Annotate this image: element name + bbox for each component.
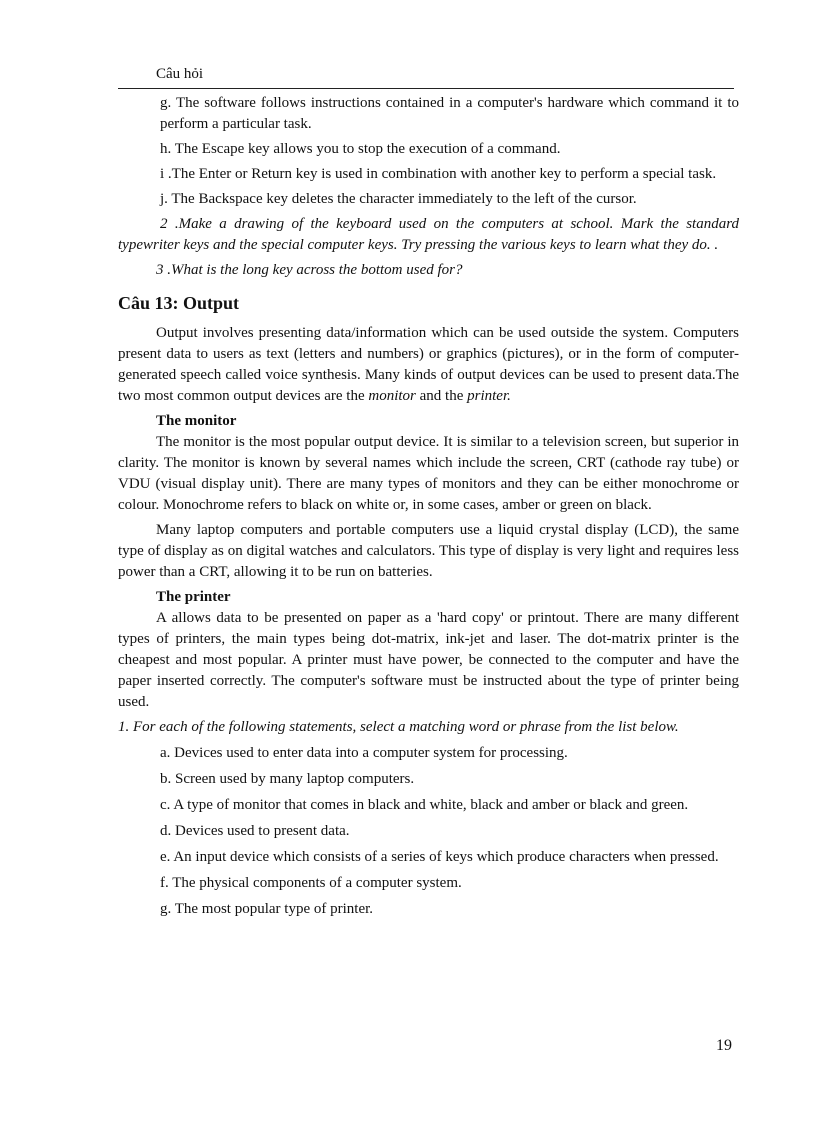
printer-heading: The printer	[156, 589, 231, 605]
monitor-paragraph-2: Many laptop computers and portable computers use a liquid crystal display (LCD), the same type of display as on digital watches and calculators. This type of display is very light and requires less power than a CRT, allowing it to be run on batteries.	[118, 522, 739, 580]
exercise-item: d. Devices used to present data.	[160, 823, 350, 839]
page-content	[118, 93, 739, 920]
exercise-item: c. A type of monitor that comes in black and white, black and amber or black and green.	[160, 797, 689, 813]
task-3: 3 .What is the long key across the bottom used for?	[156, 262, 463, 278]
monitor-heading: The monitor	[156, 413, 237, 429]
exercise-item: g. The most popular type of printer.	[160, 901, 374, 917]
page-header	[118, 66, 734, 89]
list-item: g. The software follows instructions contained in a computer's hardware which command it to perform a particular task.	[160, 95, 739, 132]
intro-text: Output involves presenting data/information which can be used outside the system. Computers present data to users as text (letters and numbers) or graphics (pictures), or in the form of computer-generated speech called voice synthesis. Many kinds of output devices can be used to present data.The two most common output devices are the	[118, 325, 739, 404]
exercise-item: b. Screen used by many laptop computers.	[160, 771, 415, 787]
intro-printer-term: printer.	[467, 388, 511, 404]
list-item: j. The Backspace key deletes the character immediately to the left of the cursor.	[160, 191, 637, 207]
exercise-item: e. An input device which consists of a series of keys which produce characters when pressed.	[160, 849, 719, 865]
intro-monitor-term: monitor	[368, 388, 416, 404]
output-intro	[118, 323, 739, 407]
exercise-item: f. The physical components of a computer system.	[160, 875, 462, 891]
printer-paragraph: A allows data to be presented on paper as a 'hard copy' or printout. There are many different types of printers, the main types being dot-matrix, ink-jet and laser. The dot-matrix printer is the cheapest and most popular. A printer must have power, be connected to the computer and have the paper inserted correctly. The computer's software must be instructed about the type of printer being used.	[118, 610, 739, 710]
exercise-item: a. Devices used to enter data into a computer system for processing.	[160, 745, 568, 761]
monitor-paragraph-1: The monitor is the most popular output device. It is similar to a television screen, but superior in clarity. The monitor is known by several names which include the screen, CRT (cathode ray tube) or VDU (visual display unit). There are many types of monitors and they can be either monochrome or colour. Monochrome refers to black on white or, in some cases, amber or green on black.	[118, 434, 739, 513]
list-item: i .The Enter or Return key is used in combination with another key to perform a special task.	[160, 166, 717, 182]
header-title: Câu hỏi	[156, 66, 204, 82]
list-item: h. The Escape key allows you to stop the execution of a command.	[160, 141, 561, 157]
task-2: 2 .Make a drawing of the keyboard used on the computers at school. Mark the standard typewriter keys and the special computer keys. Try pressing the various keys to learn what they do. .	[118, 216, 739, 253]
page-number: 19	[716, 1037, 732, 1054]
exercise-instruction: 1. For each of the following statements, select a matching word or phrase from the list below.	[118, 719, 679, 735]
section-heading: Câu 13: Output	[118, 293, 240, 313]
intro-text-mid: and the	[415, 388, 468, 404]
